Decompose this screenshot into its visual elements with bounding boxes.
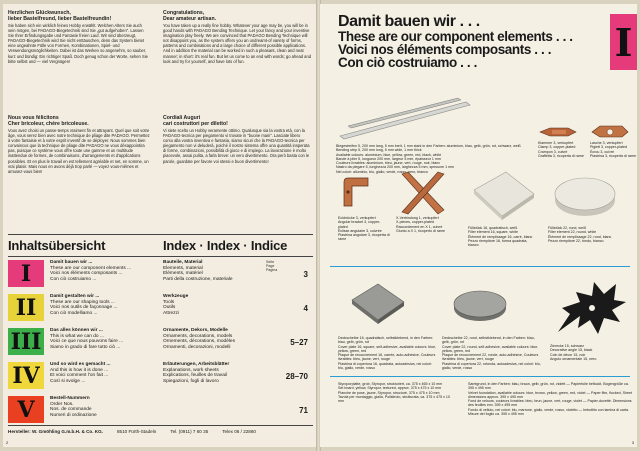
toc-title: Inhaltsübersicht	[8, 238, 106, 253]
clamp-image	[538, 124, 578, 138]
category-title: Outils	[163, 305, 176, 311]
square-filler-image	[470, 168, 538, 224]
title-line: These are our component elements . . .	[338, 29, 573, 44]
section-titles	[50, 362, 162, 384]
toc-row-5[interactable]	[8, 396, 313, 424]
eyelet-caption: Lasche 3, verkupfert Piglett 3, copper-plated Écrou 3, cuivré Piastrina 3, ricoperta di rame	[590, 141, 636, 158]
index-title: Index · Index · Indice	[163, 238, 288, 253]
decorative-angle-caption: Zierecke 15, schwarz Decorative angle 15, black Coin de décor 15, noir Angolo ornamentale 15, nero	[550, 344, 597, 361]
section-title: And this is how it is done ...	[50, 367, 109, 373]
section-title: Und so wird es gemacht ...	[50, 362, 111, 367]
intro-italian-heading: Cordiali Auguri cari costruttori per diletto!	[163, 115, 228, 127]
page-number: 3	[303, 270, 308, 279]
section-tab: V	[8, 396, 44, 423]
corner-bracket-caption: Eckbrücke 3, verkupfert Angular bracket 3, copper-plated Éclisse angulaire 3, cuivrée Piastrina angolare 3, ricoperta di rame	[338, 216, 390, 242]
toc-row-1[interactable]	[8, 260, 313, 288]
section-title: Con ciò costruiamo ...	[50, 276, 97, 282]
page-hint-word: Page	[266, 264, 275, 269]
divider	[330, 376, 630, 377]
intro-german	[8, 10, 150, 64]
category-title: Parti della costruzione, materiale	[163, 276, 233, 282]
title-line: Con ciò costruiamo . . .	[338, 55, 477, 70]
right-page	[320, 4, 637, 447]
section-title: Nos. de commande	[50, 407, 92, 413]
intro-german-body: Sie haben sich ein wirklich feines Hobby erwählt. Welchen Alters Sie auch sein mögen, bei PADAGO-Biegetechnik sind Sie „gut aufgehoben“. Lassen Sie Ihrer Erfindungsgabe und Fantasie freien Lauf. Wir sind überzeugt, PADAGO-Biegetechnik wird Sie nicht enttäuschen, denn das System bietet eine ungeahnte Fülle von Formen, Kombinationen, Spiel- und Verwendungsmöglichkeiten. Dabei ist das Werken so angenehm, so sauber, kurz und bündig: Ein richtiger Spaß. Doch genug schon der Worte, sehen Sie bitte selbst und — viel Vergnügen!	[8, 23, 148, 64]
page-number-left: 2	[6, 440, 9, 445]
page-number: 28–70	[285, 372, 308, 381]
section-marker: I	[610, 14, 637, 70]
section-tab: I	[8, 260, 44, 287]
category-title: Werkzeuge	[163, 294, 189, 299]
velvet-foundation-caption: Samtgrund, in den Farben: blau, braun, gelb, grün, rot, violett — Papierfolie beflockt, Bogengröße ca. 395 x 495 mm Velvet foundation, available colours: blue, brown, yellow, green, red, violet — Paper film, flocked, Sheet dimensions approx. 395 x 495 mm Fond de velours, couleurs livrables: bleu, brun, jaune, vert, rouge, violet — Papier-duvetté. Dimensions des feuilles env. 395 x 495 mm Fondo di velluto, nei colori: blu, marrone, giallo, verde, rosso, violetto — Imbottito con lamina di carta. Misure del foglio ca. 395 x 495 mm	[468, 382, 633, 417]
section-title: These are our shaping tools ...	[50, 299, 115, 305]
category-title: Spiegazioni, fogli di lavoro	[163, 378, 219, 384]
cover-plate-round-caption: Deckscheibe 22, rund, selbstklebend, in den Farben: blau, gelb, grün, rot Cover plate 22, round, self-adhesive, available colours: blue, yellow, green, red Plaque de recouvrement 22, ronde, auto-adhésive, Couleurs livrables: bleu, jaune, vert, rouge Piastrina di copertura 22, rotonda, autoadesiva, nei colori: blu, giallo, verde, rosso	[442, 336, 541, 371]
bending-strip-caption: Biegestreifen 5, 200 mm lang, 5 mm breit, 1 mm stark in den Farben: aluminium, blau, gelb, grün, rot, schwarz, weiß Bending strip 5, 200 mm long, 5 mm wide, 1 mm thick Available colours: aluminium, blue, yellow, green, red, black, white Bande à plier 5, longueur 200 mm, largeur 5 mm, épaisseur 1 mm Couleurs livrables: aluminium, bleu, jaune, vert, rouge, noir, blanc Nastro da piegare 5, lunghezza 200 mm, larghezza 5 mm, spessore 1 mm Nei colori: alluminio, blu, giallo, verde, rosso, nero, bianco	[336, 144, 521, 174]
divider	[8, 234, 313, 235]
manufacturer-telex: Telex 06 / 22860	[222, 429, 256, 434]
manufacturer-footer	[8, 429, 313, 434]
styrofoam-board-caption: Styroporplatte, grob, Styropor, strukturiert, ca. 375 x 465 x 10 mm Set board, yellow, Styropor, textured, approx. 375 x 475 x 10 mm Planche de pose, jaune, Styropor, structuré, 375 x 475 x 10 mm Tavola per montaggio, gialla, Polistirolo, strutturata, ca. 375 x 475 x 10 mm	[338, 382, 450, 404]
toc-row-3[interactable]	[8, 328, 313, 356]
x-joint-caption: X-Verbindung 1, verkupfert X-pieces, copper-plated Raccordement en X 1, cuivré Giunto a X 1, ricoperto di rame	[396, 216, 445, 233]
page-hint	[266, 260, 277, 273]
section-title: Das alles können wir ...	[50, 328, 103, 333]
divider	[8, 425, 313, 426]
toc-row-2[interactable]	[8, 294, 313, 322]
category-titles	[163, 260, 263, 282]
page-number: 4	[303, 304, 308, 313]
intro-german-heading: Herzlichen Glückwunsch, lieber Bastelfreund, lieber Bastelfreundin!	[8, 10, 112, 22]
category-titles	[163, 362, 263, 384]
section-title: This is what we can do ...	[50, 333, 104, 339]
page-number: 71	[299, 406, 308, 415]
cover-plate-square-image	[348, 280, 408, 330]
section-titles	[50, 328, 162, 350]
section-title: Con ciò modelliamo ...	[50, 310, 98, 316]
category-title: Explications, feuilles de travail	[163, 373, 227, 379]
page-number: 5–27	[290, 338, 308, 347]
section-title: Voici ce que nous pouvons faire ...	[50, 339, 124, 345]
round-filler-image	[550, 170, 620, 220]
category-titles	[163, 328, 263, 350]
section-tab: IV	[8, 362, 44, 389]
category-title: Elements, material	[163, 265, 203, 271]
corner-bracket-image	[338, 172, 378, 212]
intro-french-body: Vous avez choisi un passe-temps vraiment fin et attrayant. Quel que soit votre âge, vous serez bien avec notre technique de pliage dite PADAGO. Permettez à votre fantaisie et à votre esprit inventif de se déployer. Nous sommes bien convaincus que la technique de pliage dite PADAGO ne vous désappointira pas, puisque ce système vous offre toute une gamme et un multitude inattendue de formes, de combinaisons, d'arrangements et d'applications possibles. Et en plus le travail en est tellement agréable et net, en somme, un vrai plaisir. Mais nous en avons déjà trop parlé — voyez vous-mêmes et amusez-vous bien!	[8, 128, 150, 174]
manufacturer-phone: Tel. (0911) 7 60 35	[170, 429, 209, 434]
page-hint-word: Pagina	[266, 268, 278, 273]
category-title: Ornamente, Dekors, Modelle	[163, 328, 228, 333]
manufacturer-address: 8510 Fürth-Stadeln	[116, 429, 157, 434]
divider	[8, 256, 313, 257]
toc-row-4[interactable]	[8, 362, 313, 390]
intro-english-body: You have taken up a really fine hobby. Whatever your age may be, you will be in good hands with PADAGO Bending Technique. Let your fancy and your inventive imagination play freely. We are convinced that PADAGO Bending Technique will not disappoint you, as the system offers you an undreamt-of variety of forms, patterns and combinations and a large choice of different possible applications. And in addition the material can be worked in such a pleasant, clean and neat manner; in short: it's real fun. But let us come to an end with words; go ahead and look and try for yourself, and have lots of fun.	[163, 23, 312, 64]
category-title: Eléments, matériel	[163, 271, 203, 277]
category-title: Erläuterungen, Arbeitsblätter	[163, 362, 230, 367]
title-line: Voici nos éléments composants . . .	[338, 42, 552, 57]
square-filler-caption: Füllstück 16, quadratisch, weiß Filler element 16, square, white Élément de remplissage 16, carré, blanc Pezzo riempitore 16, forma quadrata, bianco	[468, 226, 533, 248]
category-title: Ornaments, decorations, models	[163, 333, 233, 339]
section-title: Et voici comment l'on fait ...	[50, 373, 109, 379]
intro-italian	[163, 115, 311, 164]
section-title: Voici nos éléments composants ...	[50, 271, 123, 277]
manufacturer-name: Hersteller: W. Gmöhling G.m.b.H. & Co. KG.	[8, 429, 103, 434]
section-tab: III	[8, 328, 44, 355]
page-hint-word: Seite	[266, 260, 275, 264]
intro-french-heading: Nous vous félicitons Cher bricoleur, chère bricoleuse.	[8, 115, 89, 127]
section-title: Numeri di ordinazione	[50, 412, 97, 418]
section-titles	[50, 260, 162, 282]
category-title: Explanations, work sheets	[163, 367, 219, 373]
category-titles	[163, 294, 263, 316]
round-filler-caption: Füllstück 22, rund, weiß Filler element 22, round, white Élément de remplissage 22, rond, blanc Pezzo riempitore 22, tondo, bianco	[548, 226, 612, 243]
page-number-right: 3	[631, 440, 634, 445]
intro-english	[163, 10, 311, 64]
title-line: Damit bauen wir . . .	[338, 13, 480, 30]
section-title: Siamo in grado di fare tutto ciò ...	[50, 344, 121, 350]
left-page	[3, 4, 317, 447]
section-tab: II	[8, 294, 44, 321]
section-title: Così si svolge ...	[50, 378, 86, 384]
cover-plate-round-image	[450, 284, 510, 324]
category-title: Ornamenti, decorazioni, modelli	[163, 344, 231, 350]
category-title: Tools	[163, 299, 175, 305]
section-title: Bestell-Nummern	[50, 396, 90, 401]
bending-strip-image	[336, 96, 471, 141]
section-titles	[50, 396, 162, 418]
section-title: Voici nos outils de façonnage ...	[50, 305, 118, 311]
section-title: Damit bauen wir ...	[50, 260, 93, 265]
section-title: These are our component elements ...	[50, 265, 132, 271]
cover-plate-square-caption: Deckscheibe 16, quadratisch, selbstklebend, in den Farben: blau, gelb, grün, rot Cover plate 16, square, self-adhesive, available colours: blue, yellow, green, red Plaque de recouvrement 16, carrée, auto-adhésive, Couleurs livrables: bleu, jaune, vert, rouge Piastrina di copertura 16, quadrata, autoadesiva, nei colori: blu, giallo, verde, rosso	[338, 336, 437, 371]
decorative-angle-image	[550, 272, 630, 342]
section-title: Damit gestalten wir ...	[50, 294, 100, 299]
divider	[330, 266, 630, 267]
eyelet-image	[590, 122, 630, 140]
right-page-title	[338, 14, 578, 69]
section-titles	[50, 294, 162, 316]
section-title: Order Nos.	[50, 401, 74, 407]
category-title: Bauteile, Material	[163, 260, 203, 265]
category-title: Ornements, décorations, modèles	[163, 339, 235, 345]
intro-english-heading: Congratulations, Dear amateur artisan.	[163, 10, 217, 22]
intro-italian-body: Vi siete scelto un Hobby veramente ottimo. Qualunque sia la vostra età, con la PADAGO-tecnica per piegamento vi trovate in "buone mani". Lasciate libero corso alla vostra inventiva e fantasia, siamo sicuri che la PADAGO-tecnica per piegamento non vi deluderà, poiché il nostro sistema offre una quantità insperata di forme, combinazioni, possibilità di gioco e di impiego. La lavorazione è molto piacevole, assai pulita, a farla breve: un vero divertimento. Ora però basta con le parole, guardate per favore voi stessi e buon divertimento!	[163, 128, 310, 164]
intro-french	[8, 115, 150, 174]
clamp-caption: Klammer 3, verkupfert Clamp 3, copper-plated Crampon 3, cuivré Graffetta 3, ricoperta di rame	[538, 141, 584, 158]
x-joint-image	[398, 170, 448, 216]
category-title: Attrezzi	[163, 310, 179, 316]
